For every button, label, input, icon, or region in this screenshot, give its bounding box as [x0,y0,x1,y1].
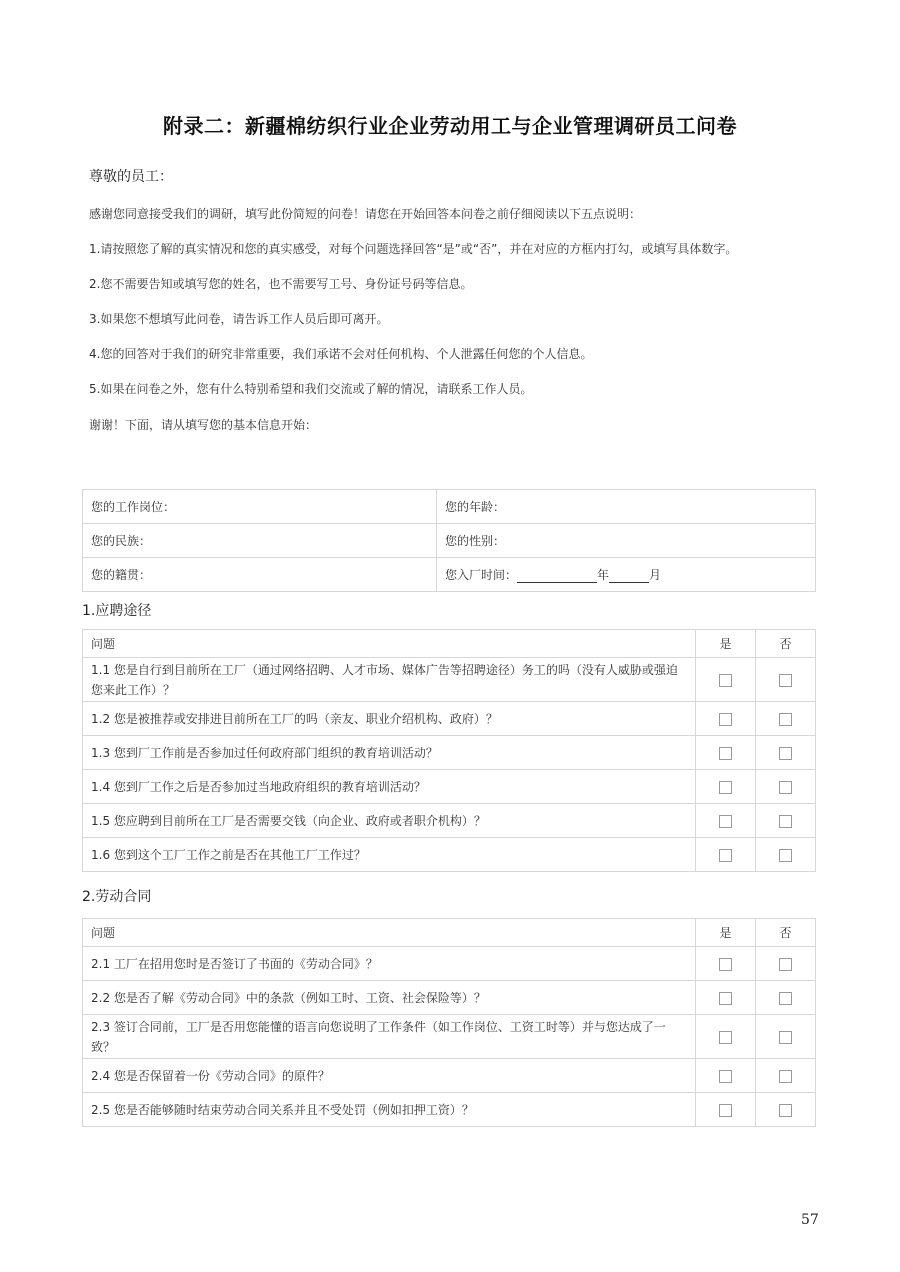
page-title: 附录二：新疆棉纺织行业企业劳动用工与企业管理调研员工问卷 [163,114,737,138]
basic-info-table [82,489,816,592]
question-2-1: 2.1 工厂在招用您时是否签订了书面的《劳动合同》？ [83,947,696,981]
checkbox-1-3-yes[interactable] [719,747,732,760]
checkbox-2-3-yes[interactable] [719,1031,732,1044]
question-1-3: 1.3 您到厂工作前是否参加过任何政府部门组织的教育培训活动？ [83,736,696,770]
checkbox-2-2-yes[interactable] [719,992,732,1005]
header-no: 否 [756,919,816,947]
question-2-4: 2.4 您是否保留着一份《劳动合同》的原件？ [83,1059,696,1093]
checkbox-1-3-no[interactable] [779,747,792,760]
entry-date-field[interactable]: 您入厂时间： 年 月 [437,558,816,592]
note-1: 1.请按照您了解的真实情况和您的真实感受，对每个问题选择回答“是”或“否”，并在对应的方框内打勾，或填写具体数字。 [89,242,738,256]
note-4: 4.您的回答对于我们的研究非常重要，我们承诺不会对任何机构、个人泄露任何您的个人信息。 [89,347,593,361]
checkbox-2-4-no[interactable] [779,1070,792,1083]
section-title-contract: 2.劳动合同 [82,889,152,905]
header-yes: 是 [696,630,756,658]
checkbox-2-5-yes[interactable] [719,1104,732,1117]
question-1-1: 1.1 您是自行到目前所在工厂（通过网络招聘、人才市场、媒体广告等招聘途径）务工的吗（没有人威胁或强迫您来此工作）？ [83,658,696,702]
question-1-2: 1.2 您是被推荐或安排进目前所在工厂的吗（亲友、职业介绍机构、政府）？ [83,702,696,736]
question-1-6: 1.6 您到这个工厂工作之前是否在其他工厂工作过？ [83,838,696,872]
checkbox-2-5-no[interactable] [779,1104,792,1117]
checkbox-1-4-no[interactable] [779,781,792,794]
note-2: 2.您不需要告知或填写您的姓名，也不需要写工号、身份证号码等信息。 [89,277,473,291]
checkbox-1-4-yes[interactable] [719,781,732,794]
note-5: 5.如果在问卷之外，您有什么特别希望和我们交流或了解的情况，请联系工作人员。 [89,382,533,396]
checkbox-2-2-no[interactable] [779,992,792,1005]
closing-text: 谢谢！下面，请从填写您的基本信息开始： [89,418,318,432]
checkbox-1-5-yes[interactable] [719,815,732,828]
intro-text: 感谢您同意接受我们的调研，填写此份简短的问卷！请您在开始回答本问卷之前仔细阅读以下五点说明： [89,207,642,221]
question-2-3: 2.3 签订合同前，工厂是否用您能懂的语言向您说明了工作条件（如工作岗位、工资工时等）并与您达成了一致？ [83,1015,696,1059]
origin-field[interactable]: 您的籍贯： [83,558,437,592]
header-question: 问题 [83,919,696,947]
note-3: 3.如果您不想填写此问卷，请告诉工作人员后即可离开。 [89,312,389,326]
contract-table [82,918,816,1127]
header-question: 问题 [83,630,696,658]
header-yes: 是 [696,919,756,947]
ethnicity-field[interactable]: 您的民族： [83,524,437,558]
question-1-4: 1.4 您到厂工作之后是否参加过当地政府组织的教育培训活动？ [83,770,696,804]
checkbox-2-1-no[interactable] [779,958,792,971]
checkbox-1-6-yes[interactable] [719,849,732,862]
greeting: 尊敬的员工： [89,169,173,185]
checkbox-1-2-no[interactable] [779,713,792,726]
checkbox-2-4-yes[interactable] [719,1070,732,1083]
recruitment-table [82,629,816,872]
header-no: 否 [756,630,816,658]
checkbox-2-3-no[interactable] [779,1031,792,1044]
checkbox-1-5-no[interactable] [779,815,792,828]
checkbox-1-2-yes[interactable] [719,713,732,726]
checkbox-1-1-no[interactable] [779,674,792,687]
entry-month-blank[interactable] [609,570,649,583]
question-2-2: 2.2 您是否了解《劳动合同》中的条款（例如工时、工资、社会保险等）？ [83,981,696,1015]
gender-field[interactable]: 您的性别： [437,524,816,558]
age-field[interactable]: 您的年龄： [437,490,816,524]
position-field[interactable]: 您的工作岗位： [83,490,437,524]
checkbox-1-1-yes[interactable] [719,674,732,687]
question-1-5: 1.5 您应聘到目前所在工厂是否需要交钱（向企业、政府或者职介机构）？ [83,804,696,838]
question-2-5: 2.5 您是否能够随时结束劳动合同关系并且不受处罚（例如扣押工资）？ [83,1093,696,1127]
entry-year-blank[interactable] [517,570,597,583]
checkbox-2-1-yes[interactable] [719,958,732,971]
checkbox-1-6-no[interactable] [779,849,792,862]
page-number: 57 [801,1212,819,1228]
section-title-recruitment: 1.应聘途径 [82,603,152,619]
